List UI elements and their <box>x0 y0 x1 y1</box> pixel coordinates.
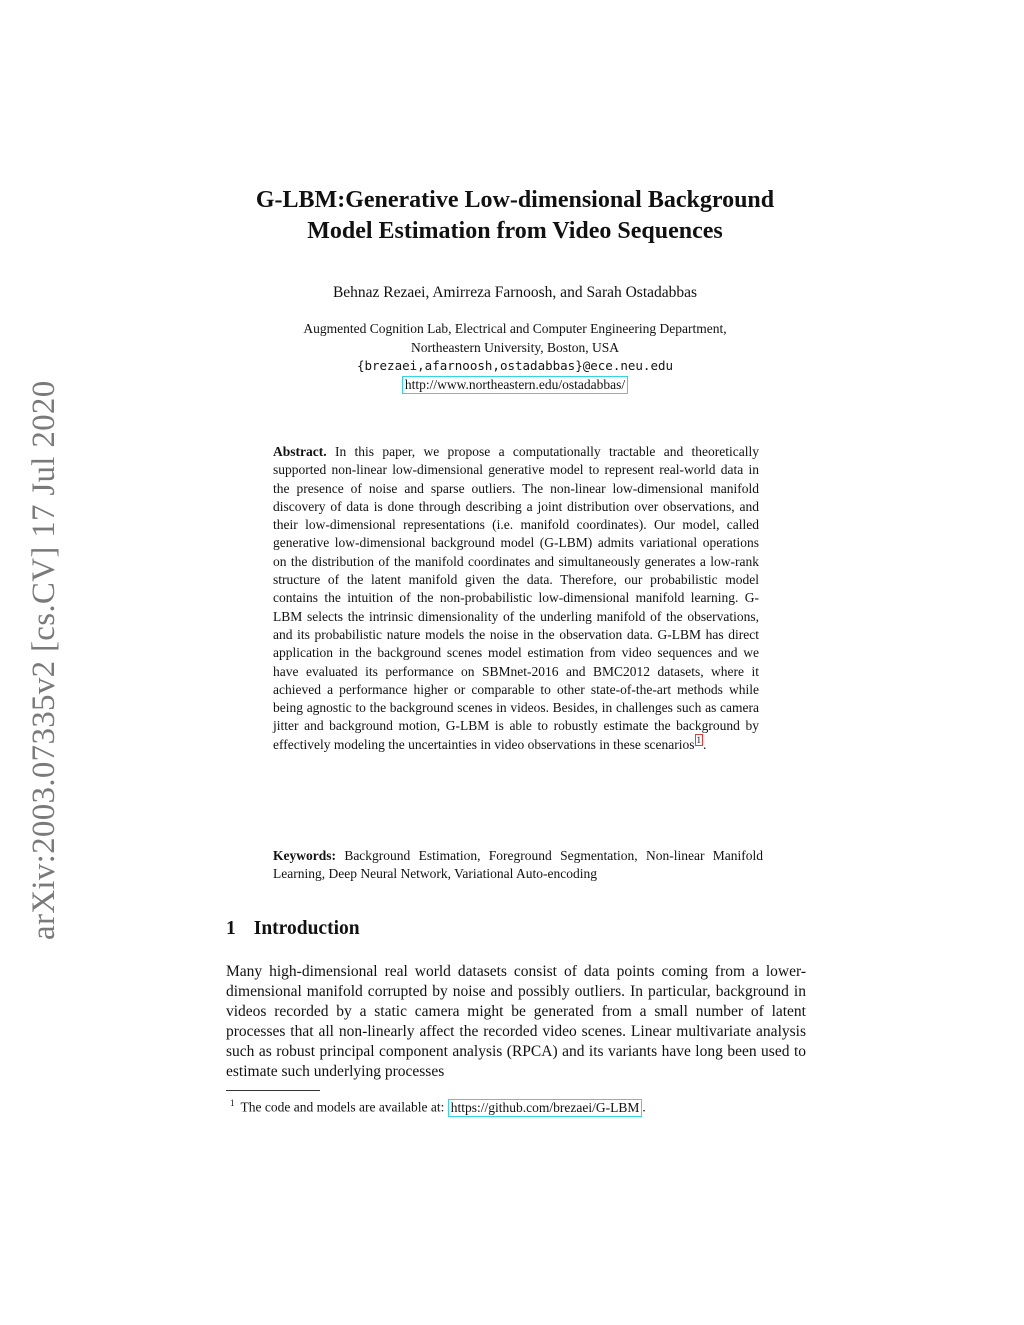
footnote-divider <box>226 1090 320 1091</box>
abstract-label: Abstract. <box>273 444 327 459</box>
abstract-text: In this paper, we propose a computationally tractable and theoretically supported non-linear low-dimensional generative model to represent real-world data in the presence of noise and sparse outliers. The non-linear low-dimensional manifold discovery of data is done through describing a joint distribution over observations, and their low-dimensional representations (i.e. manifold coordinates). Our model, called generative low-dimensional background model (G-LBM) admits variational operations on the distribution of the manifold coordinates and simultaneously generates a low-rank structure of the latent manifold given the data. Therefore, our probabilistic model contains the intuition of the non-probabilistic low-dimensional manifold learning. G-LBM selects the intrinsic dimensionality of the underling manifold of the observations, and its probabilistic nature models the noise in the observation data. G-LBM has direct application in the background scenes model estimation from video sequences and we have evaluated its performance on SBMnet-2016 and BMC2012 datasets, where it achieved a performance higher or comparable to other state-of-the-art methods while being agnostic to the background scenes in videos. Besides, in challenges such as camera jitter and background motion, G-LBM is able to robustly estimate the background by effectively modeling the uncertainties in video observations in these scenarios <box>273 444 760 752</box>
homepage-link[interactable]: http://www.northeastern.edu/ostadabbas/ <box>402 376 628 394</box>
footnote <box>230 1094 646 1117</box>
affiliation-block <box>180 320 850 394</box>
author-list: Behnaz Rezaei, Amirreza Farnoosh, and Sarah Ostadabbas <box>332 284 698 301</box>
code-repository-link[interactable]: https://github.com/brezaei/G-LBM <box>448 1099 643 1117</box>
footnote-text: The code and models are available at: <box>240 1099 445 1115</box>
section-heading <box>226 918 360 940</box>
keywords <box>273 847 763 884</box>
keywords-text: Background Estimation, Foreground Segmentation, Non-linear Manifold Learning, Deep Neural Network, Variational Auto-encoding <box>273 848 763 882</box>
abstract <box>273 443 759 754</box>
affiliation-line-1: Augmented Cognition Lab, Electrical and Computer Engineering Department, <box>303 321 727 336</box>
paper-title <box>180 185 850 247</box>
footnote-link[interactable]: 1 <box>696 735 701 746</box>
keywords-label: Keywords: <box>273 848 336 863</box>
title-line-1: G-LBM:Generative Low-dimensional Background <box>255 187 775 213</box>
arxiv-identifier: arXiv:2003.07335v2 [cs.CV] 17 Jul 2020 <box>26 380 62 940</box>
footnote-mark: 1 <box>230 1098 235 1108</box>
abstract-end: . <box>703 736 707 752</box>
section-number: 1 <box>226 918 236 939</box>
section-title: Introduction <box>253 918 360 939</box>
title-line-2: Model Estimation from Video Sequences <box>307 218 723 244</box>
affiliation-line-2: Northeastern University, Boston, USA <box>411 339 619 355</box>
author-emails: {brezaei,afarnoosh,ostadabbas}@ece.neu.edu <box>356 358 674 373</box>
introduction-paragraph: Many high-dimensional real world datasets consist of data points coming from a lower-dimensional manifold corrupted by noise and possibly outliers. In particular, background in videos recorded by a static camera might be generated from a small number of latent processes that all non-linearly affect the recorded video scenes. Linear multivariate analysis such as robust principal component analysis (RPCA) and its variants have long been used to estimate such underlying processes <box>226 963 806 1080</box>
footnote-end: . <box>642 1099 646 1115</box>
